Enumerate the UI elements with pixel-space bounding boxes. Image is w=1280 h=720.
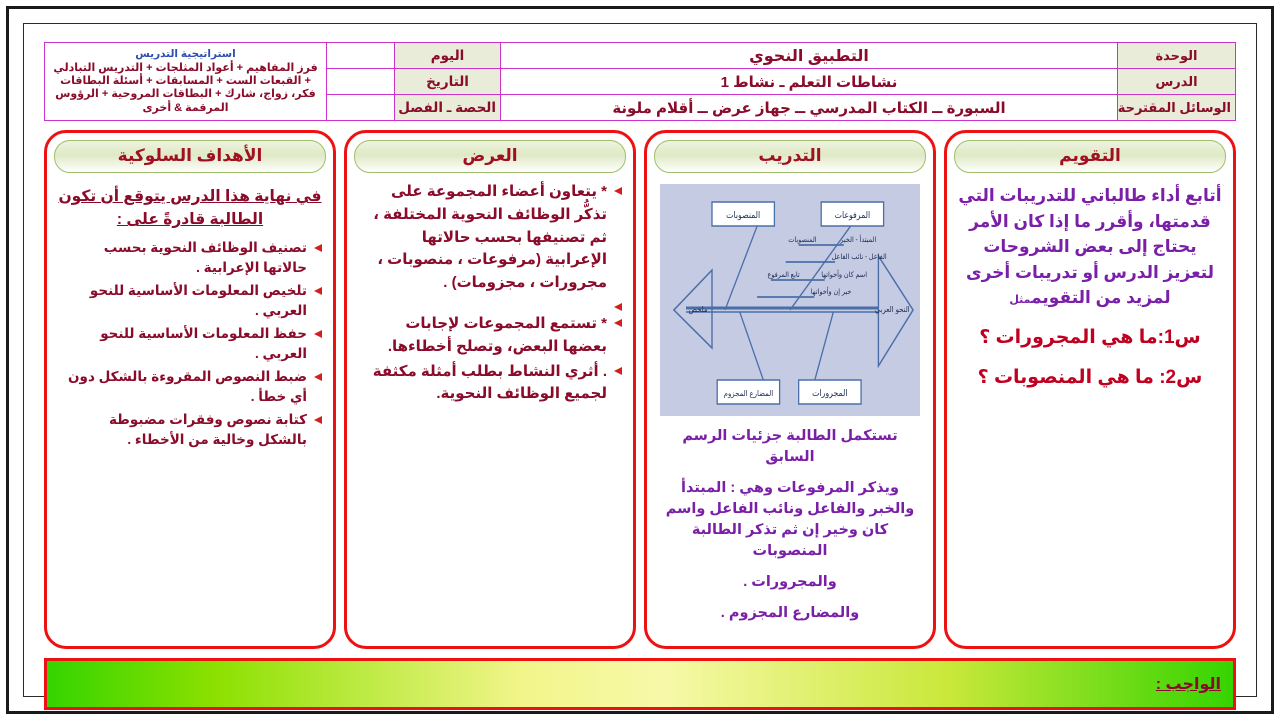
header-label-materials: الوسائل المقترحة [1118, 95, 1236, 121]
panel-objectives [44, 130, 336, 649]
lesson-header-table [44, 42, 1236, 121]
evaluation-question-2: س2: ما هي المنصوبات ؟ [977, 366, 1203, 388]
evaluation-paragraph-main: أتابع أداء طالباتي للتدريبات التي قدمتها، وأقرر ما إذا كان الأمر يحتاج إلى بعض الشروحات لتعزيز الدرس أو تدريبات أخرى لمزيد من التقويم [958, 186, 1222, 307]
arrow-bullet-icon [314, 330, 322, 338]
header-value-materials[interactable]: السبورة ــ الكتاب المدرسي ــ جهاز عرض ــ أقلام ملونة [501, 95, 1118, 121]
list-item [58, 324, 322, 365]
panel-evaluation-title: التقويم [954, 140, 1226, 173]
header-minilabel-day: اليوم [395, 43, 501, 69]
training-paragraph: ويذكر المرفوعات وهي : المبتدأ والخبر والفاعل ونائب الفاعل واسم كان وخير إن ثم تذكر الطالبة المنصوبات [665, 480, 915, 560]
fishbone-diagram [660, 184, 920, 416]
diagram-side-label-1: المنصوبات [788, 236, 817, 245]
diagram-side-label-2: تابع المرفوع [767, 271, 800, 280]
header-minilabel-period-class: الحصة ـ الفصل [395, 95, 501, 121]
list-item [358, 313, 622, 359]
objectives-intro: في نهاية هذا الدرس يتوقع أن تكون الطالبة قادرةً على : [58, 188, 322, 229]
panel-training-title: التدريب [654, 140, 926, 173]
panel-evaluation [944, 130, 1236, 649]
header-value-unit[interactable]: التطبيق النحوي [501, 43, 1118, 69]
diagram-head-label: النحو العربي [874, 304, 910, 315]
header-value-day[interactable] [327, 43, 395, 69]
header-label-unit: الوحدة [1118, 43, 1236, 69]
diagram-bone-label-1: المبتدأ - الخبر [840, 236, 877, 245]
arrow-bullet-icon [314, 416, 322, 424]
panel-presentation-title: العرض [354, 140, 626, 173]
list-item [58, 410, 322, 451]
arrow-bullet-icon [614, 319, 622, 327]
arrow-bullet-icon [614, 303, 622, 311]
teaching-strategy-body: فرز المفاهيم + أعواد المثلجات + التدريس التبادلي + القبعات الست + المسابقات + أسئلة البطاقات فكر، زواج، شارك + البطاقات المروحية + الرؤوس المرقمة & أخرى [53, 61, 318, 114]
list-item [358, 361, 622, 407]
presentation-text: * تستمع المجموعات لإجابات بعضها البعض، وتصلح أخطاءها. [387, 314, 607, 355]
evaluation-question-1: س1:ما هي المجرورات ؟ [979, 326, 1201, 348]
objective-text: تلخيص المعلومات الأساسية للنحو العربي . [89, 282, 307, 319]
training-paragraph: والمجرورات . [743, 574, 837, 591]
diagram-tail-label: ملخص [688, 304, 708, 315]
diagram-bone-label-4: خبر إن وأخواتها [810, 288, 852, 297]
list-item [358, 297, 622, 311]
page-frame-inner [23, 23, 1257, 697]
header-value-lesson[interactable]: نشاطات التعلم ـ نشاط 1 [501, 69, 1118, 95]
panel-objectives-title: الأهداف السلوكية [54, 140, 326, 173]
training-paragraph: والمضارع المجزوم . [720, 605, 860, 622]
panel-training [644, 130, 936, 649]
arrow-bullet-icon [314, 373, 322, 381]
evaluation-paragraph-suffix: مثل [1009, 294, 1032, 306]
diagram-bottom-left-box-label: المضارع المجزوم [723, 388, 774, 399]
table-row [45, 43, 1236, 69]
panel-presentation-body [354, 173, 626, 640]
header-value-date[interactable] [327, 69, 395, 95]
presentation-list [358, 181, 622, 406]
panel-evaluation-body [954, 173, 1226, 640]
diagram-bone-label-2: الفاعل - نائب الفاعل [831, 253, 887, 262]
fishbone-diagram-svg [660, 184, 920, 416]
list-item [58, 281, 322, 322]
evaluation-paragraph [958, 183, 1222, 311]
objective-text: حفظ المعلومات الأساسية للنحو العربي . [100, 325, 307, 362]
presentation-text: * يتعاون أعضاء المجموعة على تذكُّر الوظائف النحوية المختلفة ، ثم تصنيفها بحسب حالاتها الإعرابية (مرفوعات ، منصوبات ، مجرورات ، مجزومات) . [373, 183, 607, 292]
arrow-bullet-icon [314, 287, 322, 295]
header-label-lesson: الدرس [1118, 69, 1236, 95]
arrow-bullet-icon [614, 367, 622, 375]
objectives-list [58, 238, 322, 451]
diagram-bone-label-3: اسم كان وأخواتها [821, 271, 868, 280]
list-item [58, 367, 322, 408]
teaching-strategy-cell [45, 43, 327, 121]
panel-presentation [344, 130, 636, 649]
header-minilabel-date: التاريخ [395, 69, 501, 95]
teaching-strategy-title: استراتيجية التدريس [135, 47, 236, 60]
list-item [58, 238, 322, 279]
training-paragraph: تستكمل الطالبة جزئيات الرسم السابق [682, 428, 898, 466]
objective-text: كتابة نصوص وفقرات مضبوطة بالشكل وخالية من الأخطاء . [108, 411, 307, 448]
lesson-panels-row [44, 130, 1236, 649]
diagram-top-right-box-label: المرفوعات [834, 209, 871, 221]
arrow-bullet-icon [314, 244, 322, 252]
diagram-bottom-right-box-label: المجرورات [812, 387, 848, 399]
header-value-period-class[interactable] [327, 95, 395, 121]
presentation-text: . أثري النشاط بطلب أمثلة مكثفة لجميع الوظائف النحوية. [372, 362, 607, 403]
homework-label: الواجب : [1155, 676, 1221, 693]
objective-text: تصنيف الوظائف النحوية بحسب حالاتها الإعرابية . [103, 239, 307, 276]
panel-training-body [654, 173, 926, 640]
panel-objectives-body [54, 173, 326, 640]
list-item [358, 181, 622, 295]
homework-bar[interactable] [44, 658, 1236, 710]
training-text [658, 426, 922, 624]
page-content [44, 42, 1236, 693]
arrow-bullet-icon [614, 187, 622, 195]
diagram-top-left-box-label: المنصوبات [726, 209, 761, 221]
page-frame-outer [6, 6, 1274, 714]
objective-text: ضبط النصوص المقروءة بالشكل دون أي خطأ . [68, 368, 307, 405]
